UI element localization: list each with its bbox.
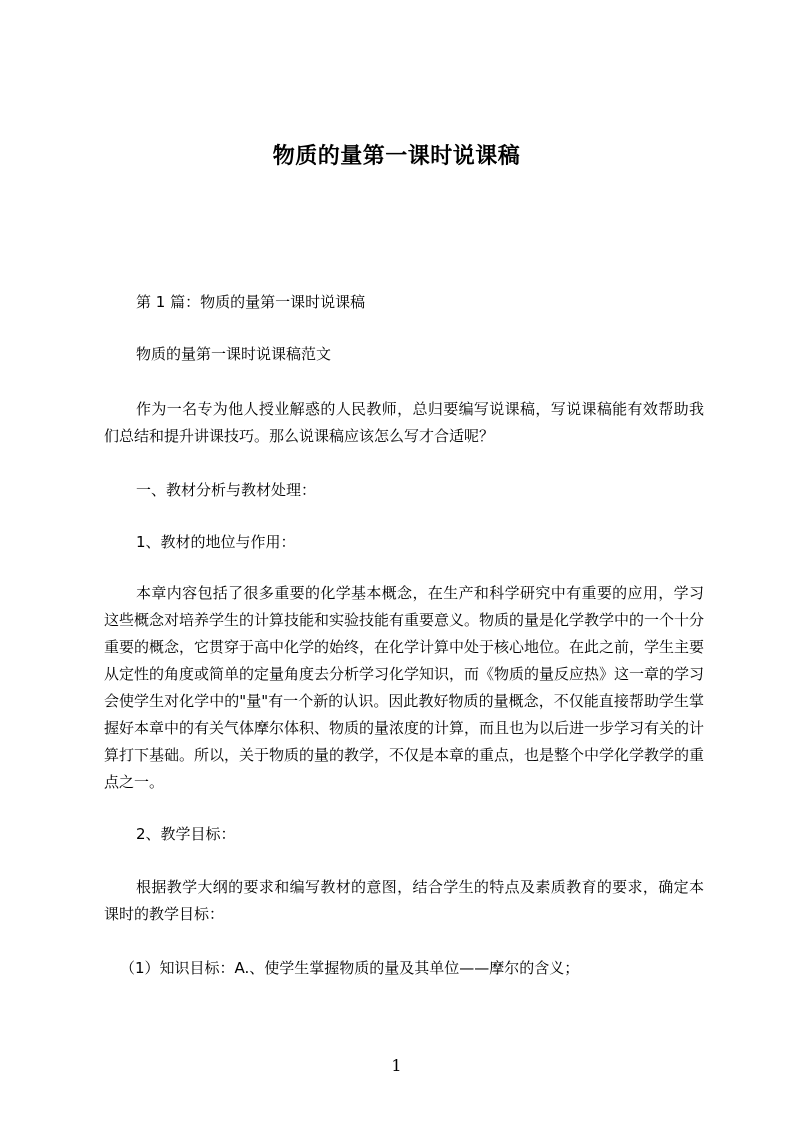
section-heading-1: 一、教材分析与教材处理： (136, 481, 317, 499)
intro-paragraph: 作为一名专为他人授业解惑的人民教师，总归要编写说课稿，写说课稿能有效帮助我们总结和提升讲课技巧。那么说课稿应该怎么写才合适呢？ (104, 400, 704, 445)
body-paragraph-2: 根据教学大纲的要求和编写教材的意图，结合学生的特点及素质教育的要求，确定本课时的教学目标： (104, 878, 704, 923)
subsection-heading-2: 2、教学目标： (136, 825, 236, 843)
document-title: 物质的量第一课时说课稿 (272, 144, 521, 169)
subsection-heading-1: 1、教材的地位与作用： (136, 533, 296, 551)
page-number: 1 (391, 1056, 402, 1075)
body-paragraph-1: 本章内容包括了很多重要的化学基本概念，在生产和科学研究中有重要的应用，学习这些概念对培养学生的计算技能和实验技能有重要意义。物质的量是化学教学中的一个十分重要的概念，它贯穿于高中化学的始终，在化学计算中处于核心地位。在此之前，学生主要从定性的角度或简单的定量角度去分析学习化学知识，而《物质的量反应热》这一章的学习会使学生对化学中的"量"有一个新的认识。因此教好物质的量概念，不仅能直接帮助学生掌握好本章中的有关气体摩尔体积、物质的量浓度的计算，而且也为以后进一步学习有关的计算打下基础。所以，关于物质的量的教学，不仅是本章的重点，也是整个中学化学教学的重点之一。 (104, 584, 705, 791)
knowledge-goal-item: （1）知识目标：A.、使学生掌握物质的量及其单位——摩尔的含义； (120, 959, 580, 977)
heading-sample: 物质的量第一课时说课稿范文 (136, 345, 332, 363)
heading-part-1: 第 1 篇：物质的量第一课时说课稿 (136, 293, 366, 311)
